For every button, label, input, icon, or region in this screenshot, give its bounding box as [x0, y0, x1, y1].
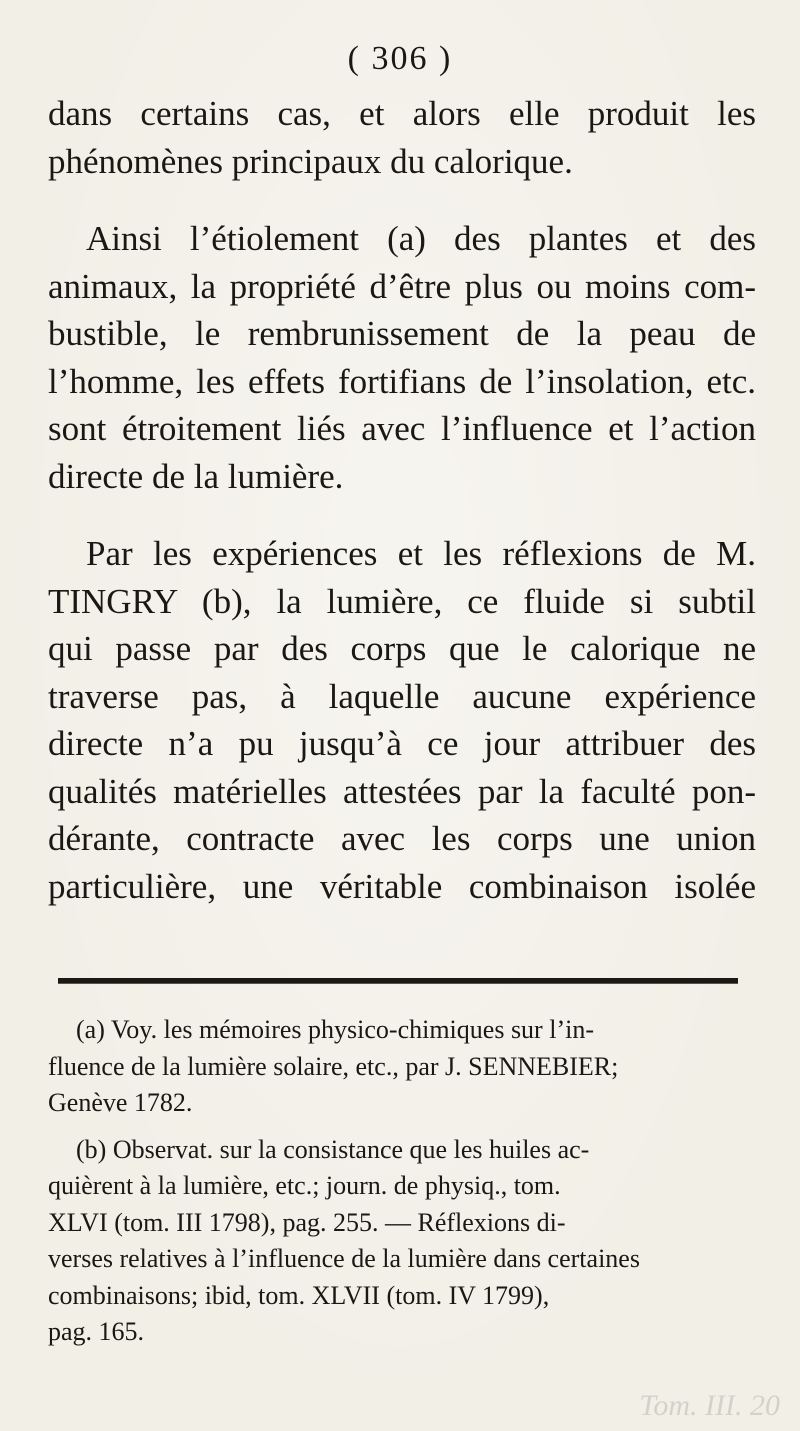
text-line: Par les expériences et les réflexions de M. — [86, 534, 756, 573]
footnote-rule — [58, 978, 738, 984]
footnote-line: verses relatives à l’influence de la lumière dans certaines — [48, 1244, 640, 1273]
text-line: phénomènes principaux du calorique. — [48, 141, 573, 181]
main-text — [48, 90, 756, 910]
footnote-line: pag. 165. — [48, 1317, 145, 1346]
footnote-line: quièrent à la lumière, etc.; journ. de physiq., tom. — [48, 1171, 561, 1200]
text-line: bustible, le rembrunissement de la peau de — [48, 314, 756, 353]
footnotes — [48, 1012, 756, 1351]
footnote-line: combinaisons; ibid, tom. XLVII (tom. IV 1799), — [48, 1280, 550, 1310]
text-line: directe de la lumière. — [48, 456, 344, 496]
footnote-line: fluence de la lumière solaire, etc., par J. SENNEBIER; — [48, 1051, 619, 1081]
text-line: qui passe par des corps que le calorique ne — [48, 629, 756, 668]
footnote-gap — [48, 1122, 756, 1132]
text-line: dans certains cas, et alors elle produit les — [48, 94, 756, 133]
paragraph-gap — [48, 500, 756, 530]
footnote-line: (a) Voy. les mémoires physico-chimiques sur l’in- — [76, 1015, 594, 1044]
text-line: traverse pas, à laquelle aucune expérience — [48, 676, 756, 716]
text-line: directe n’a pu jusqu’à ce jour attribuer des — [48, 724, 756, 763]
footnote-line: XLVI (tom. III 1798), pag. 255. — Réflexions di- — [48, 1207, 566, 1237]
footnote-line: (b) Observat. sur la consistance que les huiles ac- — [76, 1134, 590, 1164]
text-line: particulière, une véritable combinaison isolée — [48, 866, 756, 906]
text-line: sont étroitement liés avec l’influence et l’action — [48, 409, 756, 448]
footnote-line: Genève 1782. — [48, 1088, 193, 1117]
text-line: TINGRY (b), la lumière, ce fluide si subtil — [48, 581, 756, 621]
text-line: animaux, la propriété d’être plus ou moins com- — [48, 266, 756, 306]
bleed-through-signature: Tom. III. 20 — [639, 1389, 780, 1422]
paragraph-gap — [48, 185, 756, 215]
page-number: ( 306 ) — [347, 40, 453, 77]
text-line: dérante, contracte avec les corps une union — [48, 819, 756, 858]
text-line: l’homme, les effets fortifians de l’insolation, etc. — [48, 361, 756, 401]
text-line: qualités matérielles attestées par la faculté pon- — [48, 771, 756, 811]
text-line: Ainsi l’étiolement (a) des plantes et des — [86, 219, 756, 258]
